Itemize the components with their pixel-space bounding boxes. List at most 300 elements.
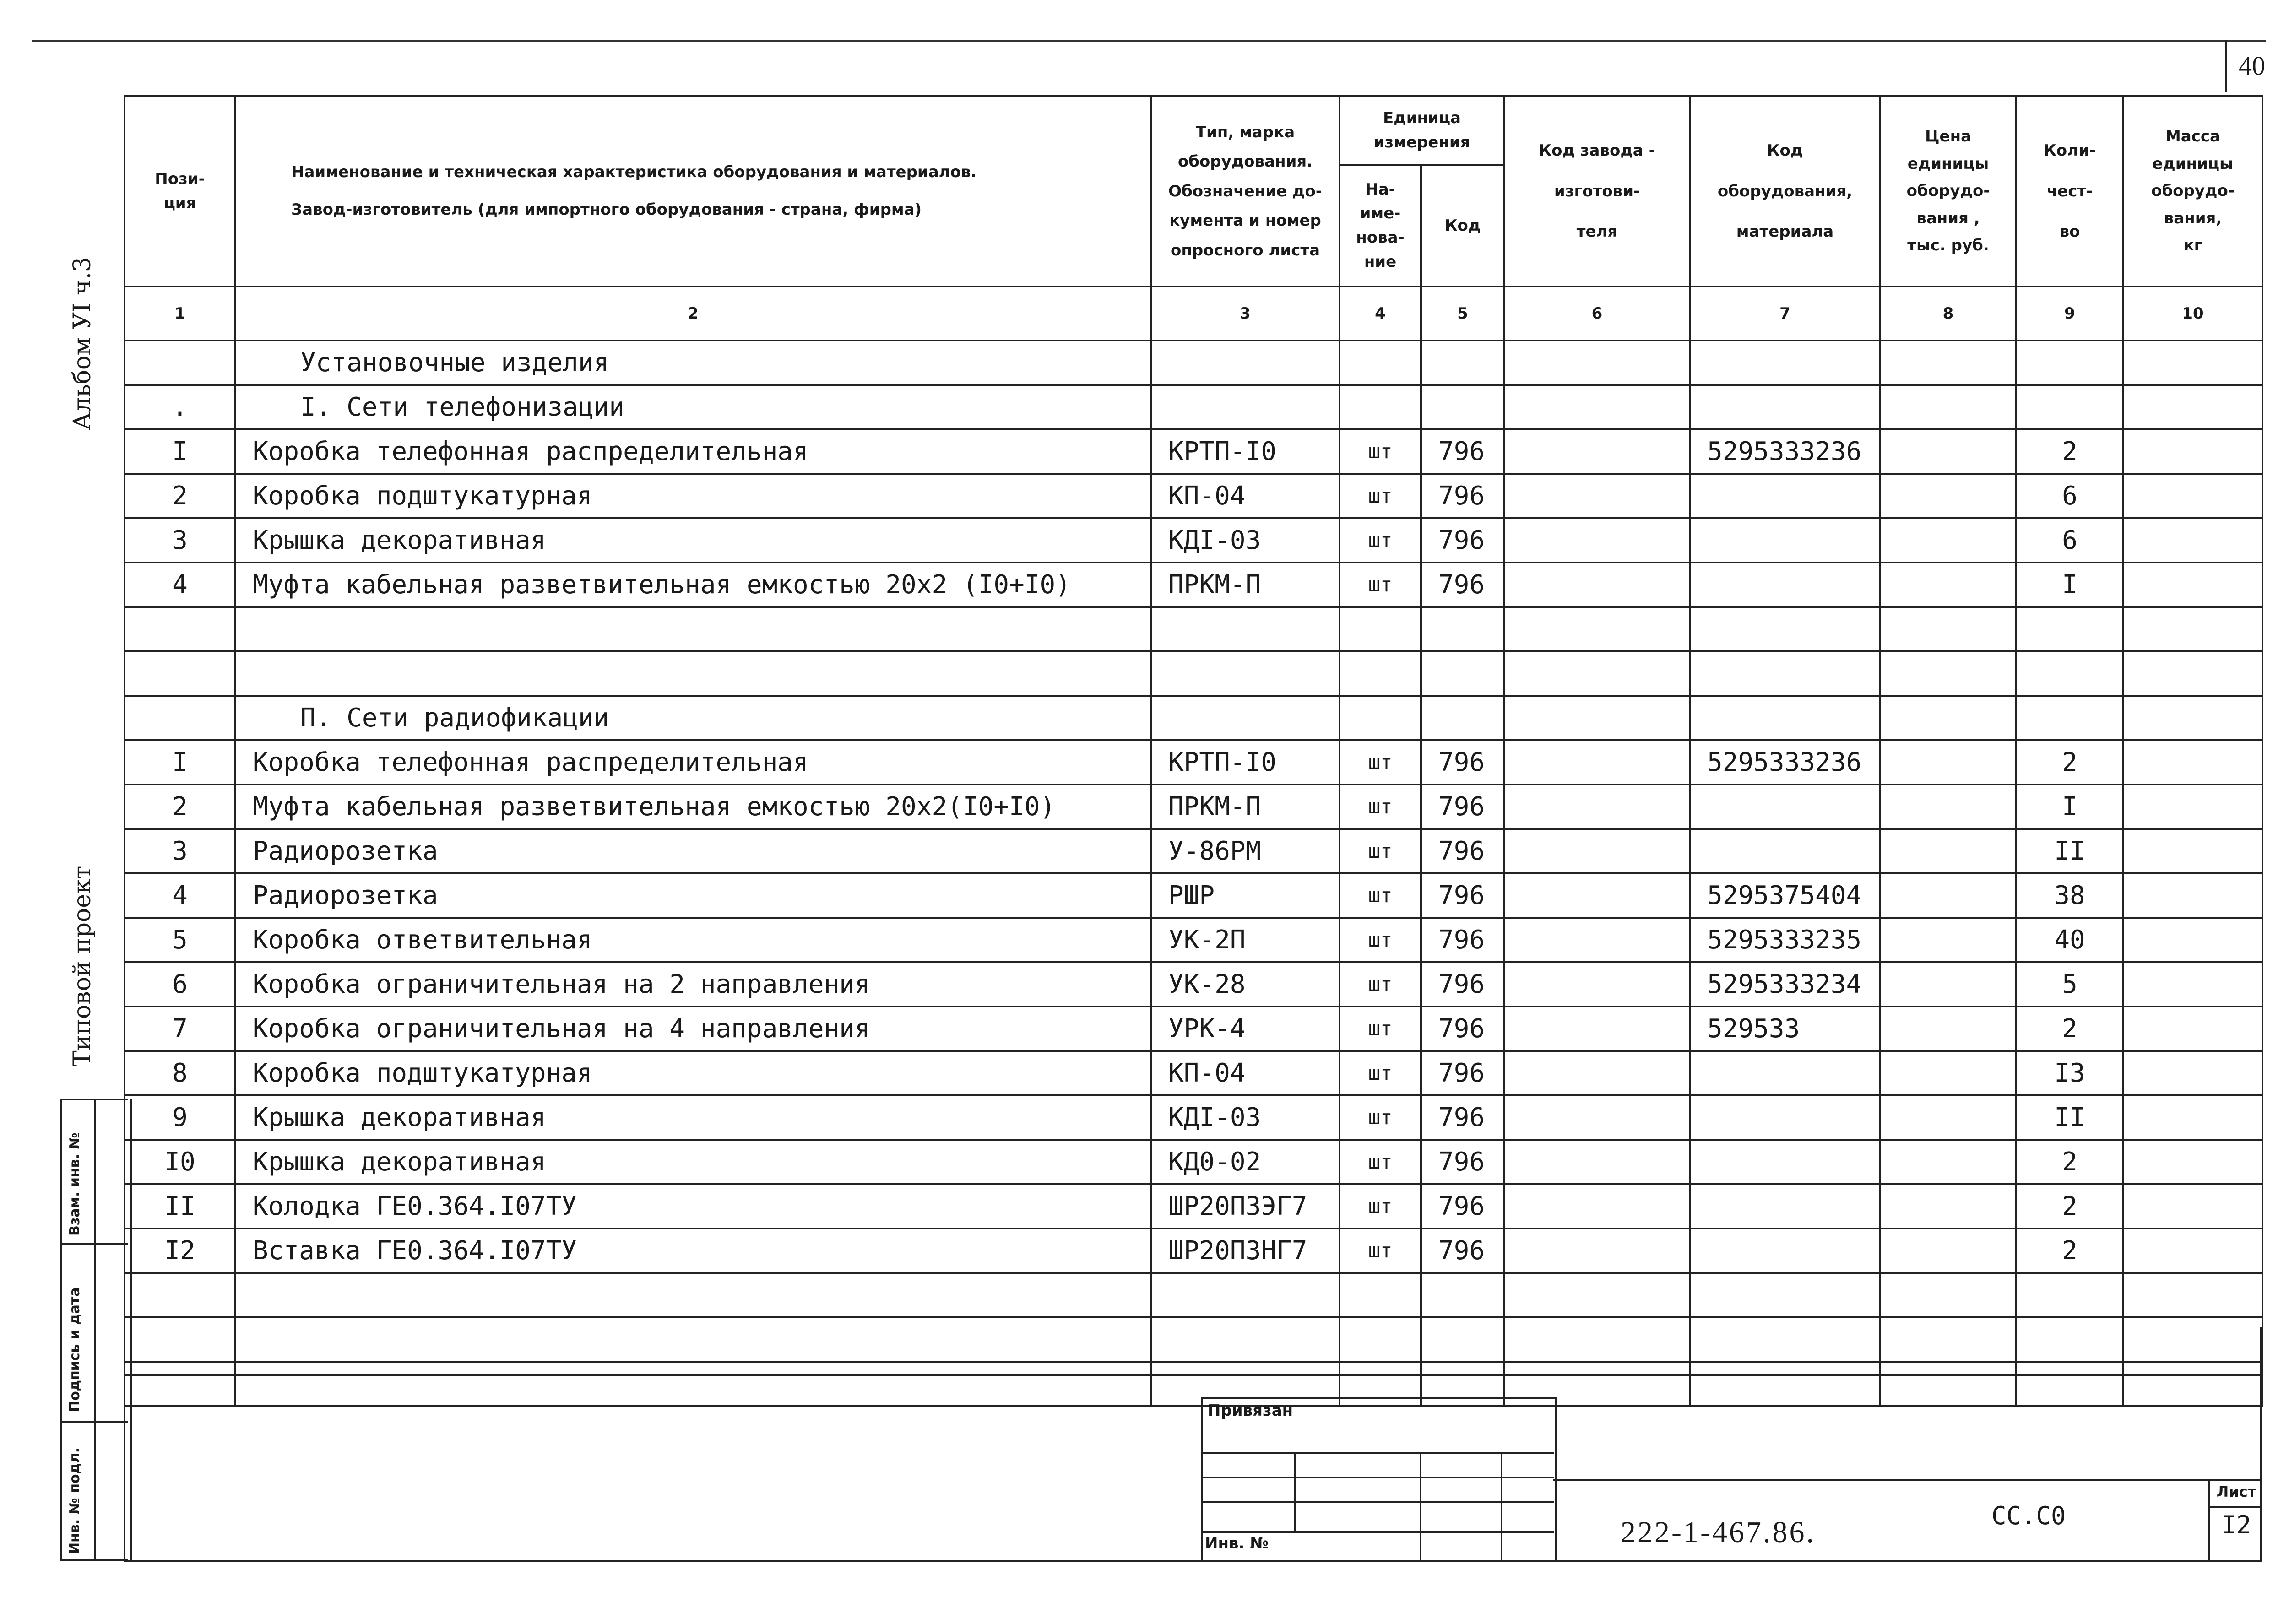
cell-qty: 2 (2016, 740, 2123, 785)
section-row (125, 385, 2262, 429)
header-equipment-code: Код оборудования, материала (1690, 96, 1880, 287)
header-type: Тип, марка оборудования. Обозначение до- кумента и номер опросного листа (1151, 96, 1340, 287)
cell-code: 796 (1421, 962, 1504, 1007)
column-number-3: 3 (1151, 287, 1340, 341)
cell-factory-code (1504, 518, 1690, 563)
document-code: СС.С0 (1991, 1501, 2066, 1530)
cell-equip-code (1690, 474, 1880, 518)
cell-unit (1340, 1273, 1421, 1317)
cell-unit: шт (1340, 829, 1421, 873)
cell-type (1151, 385, 1340, 429)
cell-factory-code (1504, 873, 1690, 918)
cell-factory-code (1504, 1007, 1690, 1051)
cell-pos: II (125, 1184, 235, 1229)
cell-code (1421, 1273, 1504, 1317)
cell-price (1880, 829, 2016, 873)
frame-line (2208, 1479, 2210, 1561)
cell-mass (2123, 1095, 2262, 1140)
cell-pos: 9 (125, 1095, 235, 1140)
cell-mass (2123, 918, 2262, 962)
table-row (125, 1007, 2262, 1051)
cell-type (1151, 1317, 1340, 1362)
cell-qty (2016, 341, 2123, 385)
page-number: 40 (2225, 40, 2277, 92)
cell-type: УРК-4 (1151, 1007, 1340, 1051)
cell-qty (2016, 1273, 2123, 1317)
table-row (125, 1051, 2262, 1095)
cell-type: ШР20П3НГ7 (1151, 1229, 1340, 1273)
cell-price (1880, 962, 2016, 1007)
cell-factory-code (1504, 651, 1690, 696)
cell-code (1421, 696, 1504, 740)
cell-price (1880, 918, 2016, 962)
cell-unit (1340, 385, 1421, 429)
cell-qty (2016, 607, 2123, 651)
frame-line (1501, 1452, 1502, 1560)
cell-type (1151, 341, 1340, 385)
column-number-2: 2 (235, 287, 1151, 341)
table-row (125, 474, 2262, 518)
empty-row (125, 651, 2262, 696)
cell-equip-code (1690, 1362, 1880, 1406)
cell-name: Крышка декоративная (235, 1140, 1151, 1184)
cell-pos: 3 (125, 518, 235, 563)
cell-qty: 2 (2016, 1184, 2123, 1229)
cell-qty: II (2016, 829, 2123, 873)
cell-qty (2016, 696, 2123, 740)
cell-name (235, 1317, 1151, 1362)
stamp-label-replace-inv: Взам. инв. № (67, 1132, 83, 1236)
cell-factory-code (1504, 1051, 1690, 1095)
table-row (125, 1140, 2262, 1184)
cell-unit: шт (1340, 785, 1421, 829)
cell-mass (2123, 740, 2262, 785)
cell-code (1421, 341, 1504, 385)
cell-factory-code (1504, 740, 1690, 785)
cell-mass (2123, 1317, 2262, 1362)
table-row (125, 1184, 2262, 1229)
cell-price (1880, 385, 2016, 429)
frame-line (124, 1374, 2262, 1376)
cell-name (235, 607, 1151, 651)
cell-qty: II (2016, 1095, 2123, 1140)
table-row (125, 563, 2262, 607)
empty-row (125, 1317, 2262, 1362)
cell-type: РШР (1151, 873, 1340, 918)
cell-unit: шт (1340, 563, 1421, 607)
cell-price (1880, 1273, 2016, 1317)
cell-name: Колодка ГЕ0.364.I07ТУ (235, 1184, 1151, 1229)
cell-pos: 7 (125, 1007, 235, 1051)
cell-name: П. Сети радиофикации (235, 696, 1151, 740)
cell-equip-code: 5295333236 (1690, 740, 1880, 785)
cell-price (1880, 1007, 2016, 1051)
table-row (125, 918, 2262, 962)
cell-qty: 2 (2016, 429, 2123, 474)
cell-code: 796 (1421, 829, 1504, 873)
cell-code: 796 (1421, 873, 1504, 918)
cell-name: Радиорозетка (235, 873, 1151, 918)
cell-factory-code (1504, 341, 1690, 385)
cell-qty (2016, 651, 2123, 696)
cell-factory-code (1504, 429, 1690, 474)
cell-price (1880, 607, 2016, 651)
cell-unit: шт (1340, 1184, 1421, 1229)
cell-qty (2016, 1362, 2123, 1406)
cell-name: I. Сети телефонизации (235, 385, 1151, 429)
cell-equip-code (1690, 1229, 1880, 1273)
cell-price (1880, 1051, 2016, 1095)
cell-pos: 2 (125, 785, 235, 829)
column-number-10: 10 (2123, 287, 2262, 341)
cell-pos (125, 607, 235, 651)
cell-name: Установочные изделия (235, 341, 1151, 385)
cell-code: 796 (1421, 1229, 1504, 1273)
cell-code: 796 (1421, 918, 1504, 962)
cell-code: 796 (1421, 1095, 1504, 1140)
cell-code: 796 (1421, 563, 1504, 607)
cell-equip-code (1690, 1273, 1880, 1317)
table-row (125, 829, 2262, 873)
table-row (125, 873, 2262, 918)
header-factory-code: Код завода - изготови- теля (1504, 96, 1690, 287)
frame-line (1420, 1452, 1421, 1560)
column-number-6: 6 (1504, 287, 1690, 341)
cell-equip-code (1690, 1051, 1880, 1095)
table-row (125, 429, 2262, 474)
cell-unit: шт (1340, 1051, 1421, 1095)
cell-name: Муфта кабельная разветвительная емкостью 20х2(I0+I0) (235, 785, 1151, 829)
cell-pos (125, 1273, 235, 1317)
cell-equip-code (1690, 1317, 1880, 1362)
cell-mass (2123, 1051, 2262, 1095)
sheet-label: Лист (2216, 1483, 2256, 1500)
cell-mass (2123, 1140, 2262, 1184)
cell-pos: . (125, 385, 235, 429)
cell-pos: 3 (125, 829, 235, 873)
specification-table (124, 95, 2263, 1407)
table-row (125, 785, 2262, 829)
header-position: Пози- ция (125, 96, 235, 287)
cell-pos: 2 (125, 474, 235, 518)
cell-equip-code: 5295333236 (1690, 429, 1880, 474)
cell-qty: 6 (2016, 474, 2123, 518)
cell-qty: 38 (2016, 873, 2123, 918)
cell-mass (2123, 518, 2262, 563)
cell-type: УК-2П (1151, 918, 1340, 962)
cell-factory-code (1504, 918, 1690, 962)
header-mass: Масса единицы оборудо- вания, кг (2123, 96, 2262, 287)
frame-line (1553, 1479, 2261, 1481)
cell-qty: I3 (2016, 1051, 2123, 1095)
cell-name: Коробка подштукатурная (235, 474, 1151, 518)
cell-price (1880, 1229, 2016, 1273)
cell-factory-code (1504, 1095, 1690, 1140)
cell-name: Коробка ограничительная на 2 направления (235, 962, 1151, 1007)
frame-line (1294, 1452, 1296, 1533)
cell-equip-code (1690, 1184, 1880, 1229)
privyazan-label: Привязан (1208, 1402, 1293, 1420)
cell-type: КП-04 (1151, 1051, 1340, 1095)
cell-price (1880, 1317, 2016, 1362)
cell-pos (125, 341, 235, 385)
cell-equip-code: 5295333234 (1690, 962, 1880, 1007)
cell-mass (2123, 1007, 2262, 1051)
cell-factory-code (1504, 1184, 1690, 1229)
cell-price (1880, 740, 2016, 785)
cell-mass (2123, 651, 2262, 696)
cell-mass (2123, 474, 2262, 518)
cell-type: КП-04 (1151, 474, 1340, 518)
cell-price (1880, 563, 2016, 607)
cell-unit (1340, 696, 1421, 740)
cell-pos: I (125, 429, 235, 474)
table-row (125, 962, 2262, 1007)
cell-unit: шт (1340, 1229, 1421, 1273)
cell-name: Коробка телефонная распределительная (235, 740, 1151, 785)
column-number-1: 1 (125, 287, 235, 341)
cell-code (1421, 385, 1504, 429)
cell-price (1880, 1362, 2016, 1406)
column-number-7: 7 (1690, 287, 1880, 341)
cell-name: Крышка декоративная (235, 1095, 1151, 1140)
cell-mass (2123, 1229, 2262, 1273)
cell-mass (2123, 429, 2262, 474)
cell-factory-code (1504, 829, 1690, 873)
inv-no-label: Инв. № (1205, 1534, 1269, 1553)
cell-pos: I2 (125, 1229, 235, 1273)
cell-type: КДI-03 (1151, 518, 1340, 563)
cell-equip-code: 5295375404 (1690, 873, 1880, 918)
cell-pos: 8 (125, 1051, 235, 1095)
cell-factory-code (1504, 385, 1690, 429)
cell-factory-code (1504, 1273, 1690, 1317)
cell-equip-code (1690, 829, 1880, 873)
cell-pos: 4 (125, 563, 235, 607)
cell-qty (2016, 1317, 2123, 1362)
stamp-label-signature-date: Подпись и дата (67, 1287, 83, 1412)
cell-mass (2123, 785, 2262, 829)
cell-type: КД0-02 (1151, 1140, 1340, 1184)
cell-mass (2123, 829, 2262, 873)
cell-type: КРТП-I0 (1151, 740, 1340, 785)
cell-mass (2123, 1184, 2262, 1229)
cell-factory-code (1504, 785, 1690, 829)
cell-factory-code (1504, 1317, 1690, 1362)
cell-qty: I (2016, 563, 2123, 607)
cell-price (1880, 785, 2016, 829)
frame-line (124, 1374, 125, 1562)
column-number-4: 4 (1340, 287, 1421, 341)
cell-equip-code (1690, 1095, 1880, 1140)
cell-factory-code (1504, 962, 1690, 1007)
cell-qty: 2 (2016, 1140, 2123, 1184)
cell-unit (1340, 341, 1421, 385)
cell-price (1880, 1184, 2016, 1229)
cell-type (1151, 651, 1340, 696)
cell-price (1880, 518, 2016, 563)
cell-qty: 40 (2016, 918, 2123, 962)
cell-price (1880, 474, 2016, 518)
cell-unit: шт (1340, 740, 1421, 785)
cell-code: 796 (1421, 785, 1504, 829)
cell-unit (1340, 1317, 1421, 1362)
cell-code: 796 (1421, 1140, 1504, 1184)
header-quantity: Коли- чест- во (2016, 96, 2123, 287)
empty-row (125, 1273, 2262, 1317)
cell-name: Вставка ГЕ0.364.I07ТУ (235, 1229, 1151, 1273)
cell-equip-code: 529533 (1690, 1007, 1880, 1051)
column-number-8: 8 (1880, 287, 2016, 341)
cell-type (1151, 696, 1340, 740)
cell-name: Муфта кабельная разветвительная емкостью 20х2 (I0+I0) (235, 563, 1151, 607)
cell-type (1151, 607, 1340, 651)
cell-unit: шт (1340, 474, 1421, 518)
cell-factory-code (1504, 1140, 1690, 1184)
cell-pos: 5 (125, 918, 235, 962)
cell-equip-code (1690, 341, 1880, 385)
cell-unit: шт (1340, 429, 1421, 474)
cell-mass (2123, 341, 2262, 385)
side-label-album: Альбом УI ч.3 (69, 257, 96, 430)
cell-equip-code (1690, 607, 1880, 651)
cell-pos: I (125, 740, 235, 785)
cell-type (1151, 1273, 1340, 1317)
cell-unit: шт (1340, 962, 1421, 1007)
cell-pos: 4 (125, 873, 235, 918)
cell-code: 796 (1421, 474, 1504, 518)
table-row (125, 1095, 2262, 1140)
section-row (125, 341, 2262, 385)
cell-mass (2123, 873, 2262, 918)
cell-pos: 6 (125, 962, 235, 1007)
cell-factory-code (1504, 1229, 1690, 1273)
cell-equip-code (1690, 1140, 1880, 1184)
cell-code: 796 (1421, 1007, 1504, 1051)
cell-qty (2016, 385, 2123, 429)
cell-price (1880, 429, 2016, 474)
cell-price (1880, 341, 2016, 385)
cell-type: ШР20П3ЭГ7 (1151, 1184, 1340, 1229)
cell-mass (2123, 1362, 2262, 1406)
cell-type: У-86РМ (1151, 829, 1340, 873)
cell-code: 796 (1421, 740, 1504, 785)
header-unit-code: Код (1421, 165, 1504, 287)
cell-equip-code (1690, 696, 1880, 740)
cell-unit: шт (1340, 1095, 1421, 1140)
cell-name (235, 1362, 1151, 1406)
cell-name: Крышка декоративная (235, 518, 1151, 563)
stamp-divider (94, 1099, 96, 1560)
cell-code: 796 (1421, 518, 1504, 563)
cell-price (1880, 651, 2016, 696)
cell-name: Коробка ограничительная на 4 направления (235, 1007, 1151, 1051)
cell-factory-code (1504, 696, 1690, 740)
table-row (125, 1229, 2262, 1273)
cell-equip-code (1690, 385, 1880, 429)
cell-code (1421, 651, 1504, 696)
cell-name (235, 1273, 1151, 1317)
cell-unit: шт (1340, 1007, 1421, 1051)
cell-code: 796 (1421, 429, 1504, 474)
cell-price (1880, 696, 2016, 740)
empty-row (125, 1362, 2262, 1406)
header-price: Цена единицы оборудо- вания , тыс. руб. (1880, 96, 2016, 287)
cell-unit (1340, 651, 1421, 696)
header-unit-group: Единица измерения (1340, 96, 1504, 165)
cell-code (1421, 1317, 1504, 1362)
cell-price (1880, 1140, 2016, 1184)
cell-mass (2123, 1273, 2262, 1317)
cell-qty: 2 (2016, 1007, 2123, 1051)
cell-type: КРТП-I0 (1151, 429, 1340, 474)
cell-mass (2123, 385, 2262, 429)
table-row (125, 518, 2262, 563)
cell-type: ПРКМ-П (1151, 563, 1340, 607)
cell-code: 796 (1421, 1051, 1504, 1095)
column-number-9: 9 (2016, 287, 2123, 341)
side-label-project: Типовой проект (69, 866, 96, 1066)
cell-type: ПРКМ-П (1151, 785, 1340, 829)
cell-name: Коробка ответвительная (235, 918, 1151, 962)
empty-row (125, 607, 2262, 651)
cell-factory-code (1504, 607, 1690, 651)
cell-factory-code (1504, 474, 1690, 518)
cell-type: КДI-03 (1151, 1095, 1340, 1140)
cell-pos (125, 696, 235, 740)
cell-pos (125, 1317, 235, 1362)
frame-line (2208, 1506, 2261, 1508)
document-number: 222-1-467.86. (1621, 1516, 1816, 1549)
cell-mass (2123, 962, 2262, 1007)
cell-name: Радиорозетка (235, 829, 1151, 873)
cell-unit: шт (1340, 518, 1421, 563)
header-unit-name: На- име- нова- ние (1340, 165, 1421, 287)
cell-unit: шт (1340, 1140, 1421, 1184)
cell-pos (125, 1362, 235, 1406)
cell-equip-code (1690, 563, 1880, 607)
cell-equip-code (1690, 651, 1880, 696)
header-name: Наименование и техническая характеристика оборудования и материалов. Завод-изготовитель (для импортного оборудования - страна, фирма) (235, 96, 1151, 287)
top-rule (32, 40, 2266, 42)
cell-price (1880, 873, 2016, 918)
cell-equip-code (1690, 785, 1880, 829)
cell-code (1421, 607, 1504, 651)
cell-unit (1340, 607, 1421, 651)
cell-qty: I (2016, 785, 2123, 829)
cell-qty: 6 (2016, 518, 2123, 563)
cell-name: Коробка телефонная распределительная (235, 429, 1151, 474)
cell-unit: шт (1340, 918, 1421, 962)
stamp-label-original-inv: Инв. № подл. (67, 1447, 83, 1554)
cell-mass (2123, 607, 2262, 651)
cell-name (235, 651, 1151, 696)
cell-price (1880, 1095, 2016, 1140)
cell-code: 796 (1421, 1184, 1504, 1229)
cell-name: Коробка подштукатурная (235, 1051, 1151, 1095)
table-row (125, 740, 2262, 785)
cell-mass (2123, 696, 2262, 740)
cell-equip-code: 5295333235 (1690, 918, 1880, 962)
cell-pos (125, 651, 235, 696)
cell-unit: шт (1340, 873, 1421, 918)
section-row (125, 696, 2262, 740)
cell-pos: I0 (125, 1140, 235, 1184)
cell-equip-code (1690, 518, 1880, 563)
cell-factory-code (1504, 563, 1690, 607)
cell-type: УК-28 (1151, 962, 1340, 1007)
frame-line (124, 1560, 2262, 1562)
